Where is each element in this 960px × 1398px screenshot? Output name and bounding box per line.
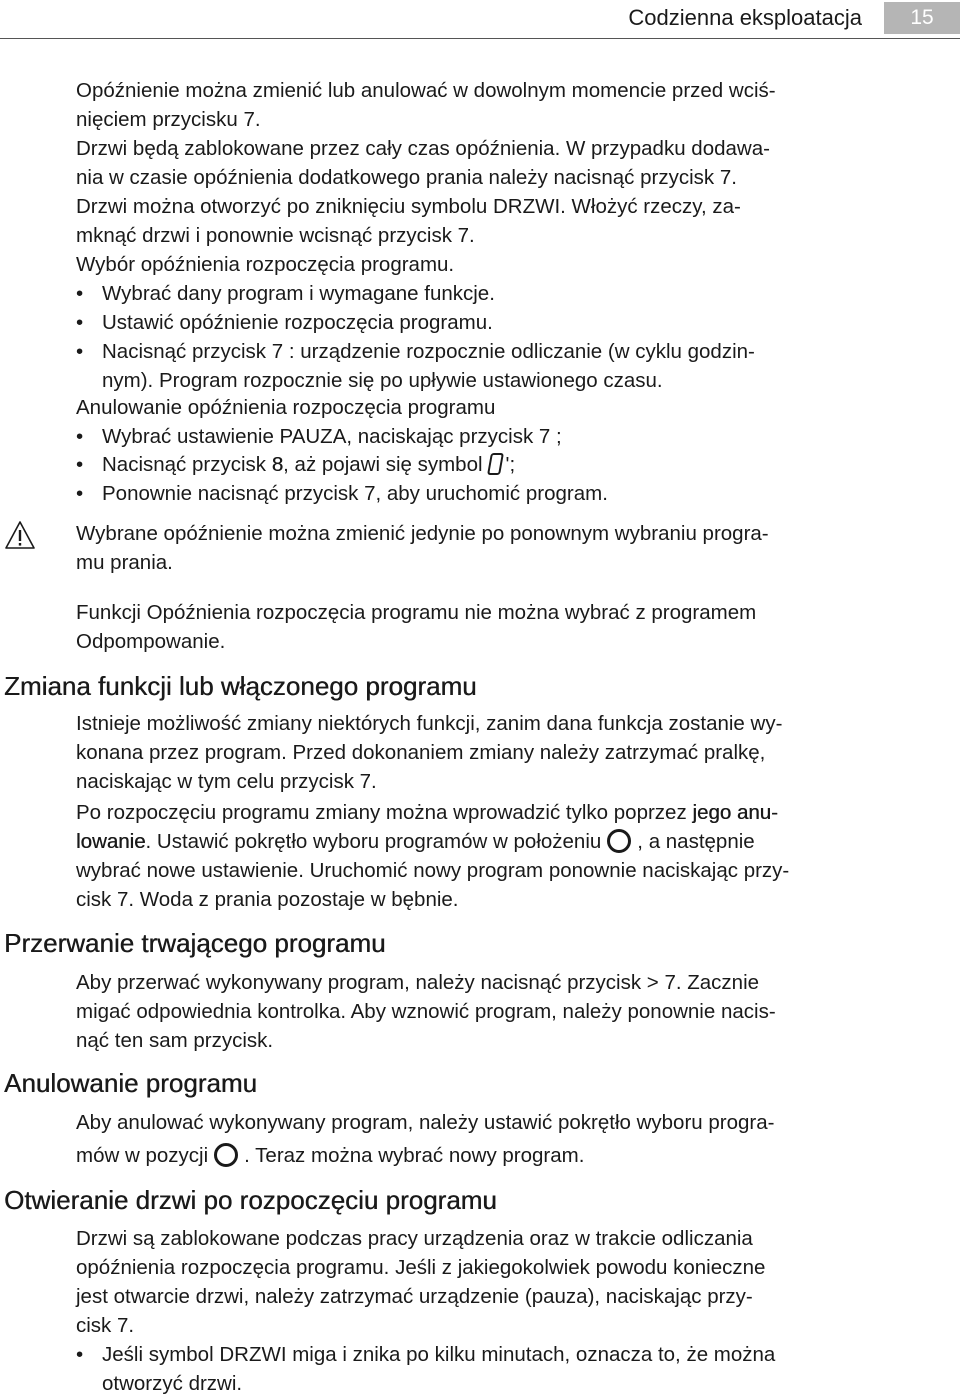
section-heading: Anulowanie programu — [4, 1068, 257, 1098]
body-line: nąć ten sam przycisk. — [76, 1029, 274, 1052]
list-item: Ponownie nacisnąć przycisk 7, aby uruchomić program. — [102, 482, 608, 505]
intro-line: nia w czasie opóźnienia dodatkowego prania należy nacisnąć przycisk 7. — [76, 166, 737, 189]
body-line — [76, 827, 946, 856]
zero-digit-icon — [487, 453, 504, 475]
list-item: Wybrać ustawienie PAUZA, naciskając przycisk 7 ; — [102, 425, 562, 448]
note-line: Funkcji Opóźnienia rozpoczęcia programu nie można wybrać z programem — [76, 601, 757, 624]
intro-line: Drzwi można otworzyć po zniknięciu symbolu DRZWI. Włożyć rzeczy, za- — [76, 195, 741, 218]
item-text: '; — [505, 453, 516, 476]
bullet-mark: • — [76, 425, 84, 448]
list-item — [102, 450, 952, 479]
section-heading: Otwieranie drzwi po rozpoczęciu programu — [4, 1185, 497, 1215]
dial-off-icon — [607, 829, 631, 853]
intro-line: Wybór opóźnienia rozpoczęcia programu. — [76, 253, 455, 276]
bullet-mark: • — [76, 282, 84, 305]
bullet-mark: • — [76, 340, 84, 363]
body-line: wybrać nowe ustawienie. Uruchomić nowy program ponownie naciskając przy- — [76, 859, 790, 882]
bullet-mark: • — [76, 311, 84, 334]
emphasis-text: lowanie — [76, 830, 146, 853]
bullet-mark: • — [76, 482, 84, 505]
body-line: Istnieje możliwość zmiany niektórych funkcji, zanim dana funkcja zostanie wy- — [76, 712, 783, 735]
list-item-continuation: otworzyć drzwi. — [102, 1372, 243, 1395]
body-text: . Ustawić pokrętło wyboru programów w położeniu — [145, 830, 602, 853]
note-line: Odpompowanie. — [76, 630, 226, 653]
list-item: Nacisnąć przycisk 7 : urządzenie rozpocznie odliczanie (w cyklu godzin- — [102, 340, 755, 363]
item-text: Nacisnąć przycisk — [102, 453, 267, 476]
emphasis-text: jego anu- — [692, 801, 778, 824]
bullet-mark: • — [76, 1343, 84, 1366]
intro-line: mknąć drzwi i ponownie wcisnąć przycisk 7. — [76, 224, 475, 247]
body-line: Aby przerwać wykonywany program, należy nacisnąć przycisk > 7. Zacznie — [76, 971, 760, 994]
page-number: 15 — [884, 2, 960, 34]
body-line: cisk 7. — [76, 1314, 135, 1337]
body-line: Drzwi są zablokowane podczas pracy urządzenia oraz w trakcie odliczania — [76, 1227, 753, 1250]
dial-off-icon — [214, 1143, 238, 1167]
bullet-mark: • — [76, 453, 84, 476]
header-divider — [0, 38, 960, 39]
list-item-continuation: nym). Program rozpocznie się po upływie ustawionego czasu. — [102, 369, 663, 392]
section-title: Codzienna eksploatacja — [628, 5, 862, 30]
warning-icon — [4, 520, 36, 550]
key-label: 8 — [271, 453, 284, 476]
body-line: jest otwarcie drzwi, należy zatrzymać urządzenie (pauza), naciskając przy- — [76, 1285, 753, 1308]
body-text: . Teraz można wybrać nowy program. — [244, 1144, 585, 1167]
body-line — [76, 798, 946, 827]
intro-line: nięciem przycisku 7. — [76, 108, 261, 131]
body-line: Aby anulować wykonywany program, należy ustawić pokrętło wyboru progra- — [76, 1111, 775, 1134]
body-line: konana przez program. Przed dokonaniem zmiany należy zatrzymać pralkę, — [76, 741, 766, 764]
body-line — [76, 1141, 946, 1170]
body-text: mów w pozycji — [76, 1144, 209, 1167]
body-line: opóźnienia rozpoczęcia programu. Jeśli z jakiegokolwiek powodu konieczne — [76, 1256, 766, 1279]
item-text: , aż pojawi się symbol — [283, 453, 483, 476]
list-item: Wybrać dany program i wymagane funkcje. — [102, 282, 495, 305]
intro-line: Drzwi będą zablokowane przez cały czas opóźnienia. W przypadku dodawa- — [76, 137, 770, 160]
page-header — [0, 0, 960, 40]
subsection-title: Anulowanie opóźnienia rozpoczęcia programu — [76, 396, 496, 419]
list-item: Ustawić opóźnienie rozpoczęcia programu. — [102, 311, 493, 334]
warning-line: mu prania. — [76, 551, 173, 574]
body-line: migać odpowiednia kontrolka. Aby wznowić program, należy ponownie nacis- — [76, 1000, 776, 1023]
section-heading: Przerwanie trwającego programu — [4, 928, 386, 958]
intro-line: Opóźnienie można zmienić lub anulować w dowolnym momencie przed wciś- — [76, 79, 776, 102]
list-item: Jeśli symbol DRZWI miga i znika po kilku minutach, oznacza to, że można — [102, 1343, 776, 1366]
section-heading: Zmiana funkcji lub włączonego programu — [4, 671, 477, 701]
body-text: Po rozpoczęciu programu zmiany można wprowadzić tylko poprzez — [76, 801, 693, 824]
body-text: , a następnie — [637, 830, 755, 853]
warning-line: Wybrane opóźnienie można zmienić jedynie po ponownym wybraniu progra- — [76, 522, 769, 545]
body-line: cisk 7. Woda z prania pozostaje w bębnie. — [76, 888, 459, 911]
body-line: naciskając w tym celu przycisk 7. — [76, 770, 377, 793]
